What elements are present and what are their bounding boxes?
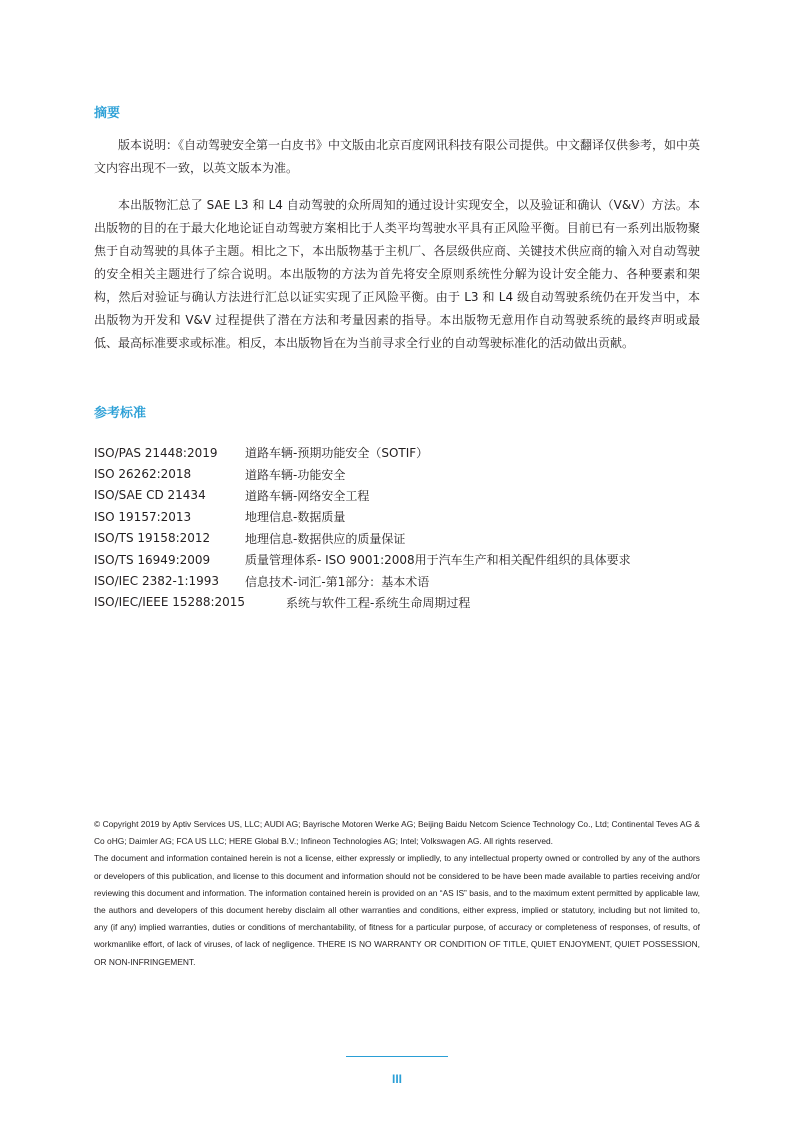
reference-title: 道路车辆-功能安全 bbox=[245, 467, 346, 482]
reference-row bbox=[94, 570, 704, 591]
copyright-block bbox=[94, 816, 700, 971]
page-number: III bbox=[391, 1072, 402, 1086]
reference-code: ISO 19157:2013 bbox=[94, 509, 192, 524]
abstract-paragraph-summary: 本出版物汇总了 SAE L3 和 L4 自动驾驶的众所周知的通过设计实现安全，以及验证和确认（V&V）方法。本出版物的目的在于最大化地论证自动驾驶方案相比于人类平均驾驶水平具有正风险平衡。目前已有一系列出版物聚焦于自动驾驶的具体子主题。相比之下，本出版物基于主机厂、各层级供应商、关键技术供应商的输入对自动驾驶的安全相关主题进行了综合说明。本出版物的方法为首先将安全原则系统性分解为设计安全能力、各种要素和架构，然后对验证与确认方法进行汇总以证实实现了正风险平衡。由于 L3 和 L4 级自动驾驶系统仍在开发当中，本出版物为开发和 V&V 过程提供了潜在方法和考量因素的指导。本出版物无意用作自动驾驶系统的最终声明或最低、最高标准要求或标准。相反，本出版物旨在为当前寻求全行业的自动驾驶标准化的活动做出贡献。 bbox=[94, 198, 700, 350]
reference-title: 质量管理体系- ISO 9001:2008用于汽车生产和相关配件组织的具体要求 bbox=[245, 553, 631, 568]
footer-divider bbox=[346, 1056, 448, 1057]
abstract-section bbox=[94, 134, 700, 369]
reference-code: ISO/TS 19158:2012 bbox=[94, 531, 211, 546]
references-list bbox=[94, 442, 704, 613]
disclaimer-text: The document and information contained herein is not a license, either expressly or impliedly, to any intellectual property owned or controlled by any of the authors or developers of this publication, and license to this document and information should not be considered to be have been made available to parties receiving and/or reviewing this document and information. The information contained herein is provided on an “AS IS” basis, and to the maximum extent permitted by applicable law, the authors and developers of this document hereby disclaim all other warranties and conditions, either express, implied or statutory, including but not limited to, any (if any) implied warranties, duties or conditions of merchantability, of fitness for a particular purpose, of accuracy or completeness of responses, of results, of workmanlike effort, of lack of viruses, of lack of negligence. THERE IS NO WARRANTY OR CONDITION OF TITLE, QUIET ENJOYMENT, QUIET POSSESSION, OR NON-INFRINGEMENT. bbox=[94, 853, 700, 967]
reference-row bbox=[94, 506, 704, 527]
reference-title: 系统与软件工程-系统生命周期过程 bbox=[286, 595, 471, 610]
reference-row bbox=[94, 549, 704, 570]
reference-code: ISO/PAS 21448:2019 bbox=[94, 445, 218, 460]
reference-row bbox=[94, 528, 704, 549]
reference-title: 信息技术-词汇-第1部分：基本术语 bbox=[245, 574, 430, 589]
reference-code: ISO 26262:2018 bbox=[94, 467, 192, 482]
reference-title: 道路车辆-预期功能安全（SOTIF） bbox=[245, 446, 429, 461]
reference-code: ISO/IEC 2382-1:1993 bbox=[94, 574, 220, 589]
reference-code: ISO/SAE CD 21434 bbox=[94, 488, 206, 503]
reference-row bbox=[94, 485, 704, 506]
reference-code: ISO/IEC/IEEE 15288:2015 bbox=[94, 595, 246, 610]
abstract-heading: 摘要 bbox=[94, 106, 121, 121]
reference-title: 地理信息-数据供应的质量保证 bbox=[245, 531, 406, 546]
reference-row bbox=[94, 463, 704, 484]
reference-code: ISO/TS 16949:2009 bbox=[94, 552, 211, 567]
copyright-notice: © Copyright 2019 by Aptiv Services US, LLC; AUDI AG; Bayrische Motoren Werke AG; Beijing Baidu Netcom Science Technology Co., Ltd; Continental Teves AG & Co oHG; Daimler AG; FCA US LLC; HERE Global B.V.; Infineon Technologies AG; Intel; Volkswagen AG. All rights reserved. bbox=[94, 819, 700, 847]
reference-row bbox=[94, 592, 704, 613]
references-heading: 参考标准 bbox=[94, 406, 147, 421]
reference-row bbox=[94, 442, 704, 463]
abstract-paragraph-version-note: 版本说明：《自动驾驶安全第一白皮书》中文版由北京百度网讯科技有限公司提供。中文翻译仅供参考，如中英文内容出现不一致，以英文版本为准。 bbox=[94, 138, 701, 175]
reference-title: 地理信息-数据质量 bbox=[245, 510, 346, 525]
reference-title: 道路车辆-网络安全工程 bbox=[245, 488, 370, 503]
